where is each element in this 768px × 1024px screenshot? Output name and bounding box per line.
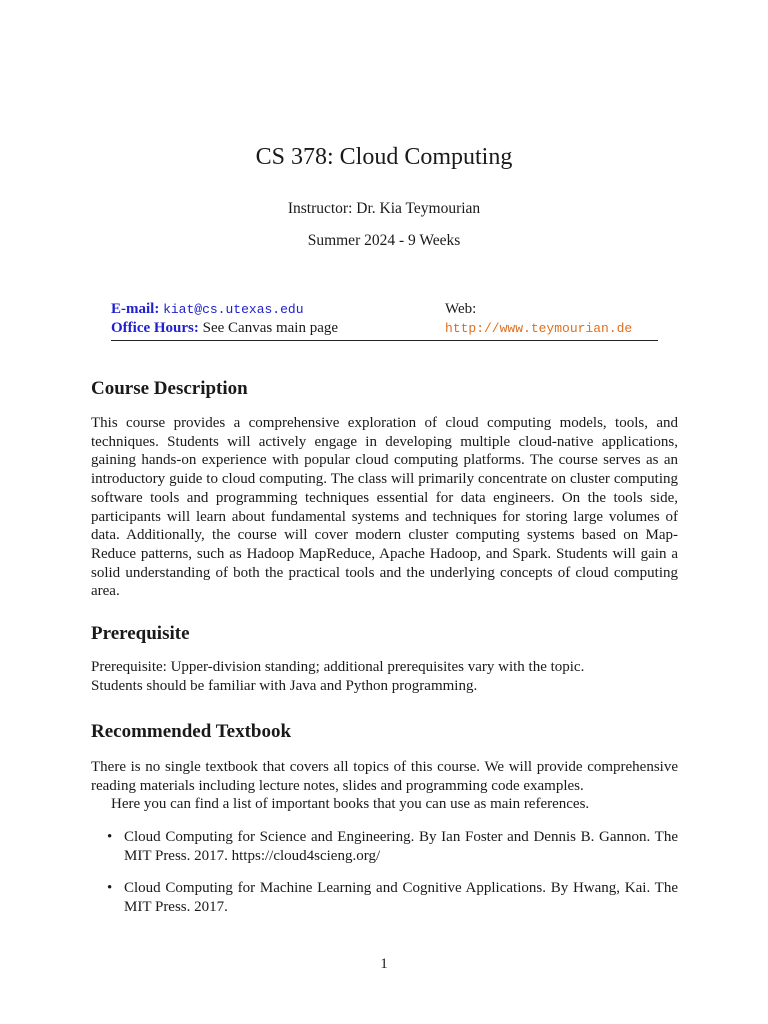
office-hours-value: See Canvas main page — [202, 320, 339, 336]
list-item — [91, 879, 678, 916]
bullet-icon: • — [107, 829, 113, 845]
bullet-icon: • — [107, 880, 113, 897]
book-entry: Cloud Computing for Machine Learning and Cognitive Applications. By Hwang, Kai. The MIT Press. 2017. — [124, 880, 678, 916]
prerequisite-line: Prerequisite: Upper-division standing; additional prerequisites vary with the topic. — [91, 659, 585, 675]
instructor-line: Instructor: Dr. Kia Teymourian — [287, 200, 481, 217]
term-line: Summer 2024 - 9 Weeks — [307, 232, 461, 249]
prerequisite-paragraph — [91, 658, 678, 695]
list-item — [91, 828, 678, 865]
web-label: Web: — [445, 301, 477, 317]
description-paragraph: This course provides a comprehensive exploration of cloud computing models, tools, and techniques. Students will actively engage in developing multiple cloud-native applications, gaining hands-on experience with popular cloud computing platforms. The course serves as an introductory guide to cloud computing. The class will primarily concentrate on cluster computing software tools and programming techniques essential for data engineers. On the tools side, participants will learn about fundamental systems and techniques for storing large volumes of data. Additionally, the course will cover modern cluster computing systems based on Map-Reduce patterns, such as Hadoop MapReduce, Apache Hadoop, and Spark. Students will gain a solid understanding of both the practical tools and the underlying concepts of cloud computing area. — [91, 415, 678, 600]
textbook-intro: Here you can find a list of important books that you can use as main references. — [111, 796, 590, 812]
contact-block — [111, 300, 658, 338]
email-link[interactable]: kiat@cs.utexas.edu — [163, 302, 304, 317]
email-label: E-mail: — [111, 301, 160, 317]
web-link[interactable]: http://www.teymourian.de — [445, 321, 633, 336]
section-heading-prerequisite: Prerequisite — [91, 623, 190, 644]
page-number: 1 — [380, 956, 388, 972]
section-heading-textbook: Recommended Textbook — [91, 721, 292, 742]
book-entry: Cloud Computing for Science and Engineering. By Ian Foster and Dennis B. Gannon. The MIT Press. 2017. https://cloud4scieng.org/ — [124, 829, 678, 864]
textbook-paragraph: There is no single textbook that covers all topics of this course. We will provide comprehensive reading materials including lecture notes, slides and programming code examples. — [91, 759, 678, 794]
contact-row-office — [111, 319, 658, 338]
prerequisite-line: Students should be familiar with Java and Python programming. — [91, 677, 478, 694]
section-heading-description: Course Description — [91, 378, 248, 399]
header-divider — [111, 340, 658, 341]
office-hours-label: Office Hours: — [111, 320, 199, 336]
course-title: CS 378: Cloud Computing — [255, 144, 513, 170]
book-list — [91, 828, 678, 931]
